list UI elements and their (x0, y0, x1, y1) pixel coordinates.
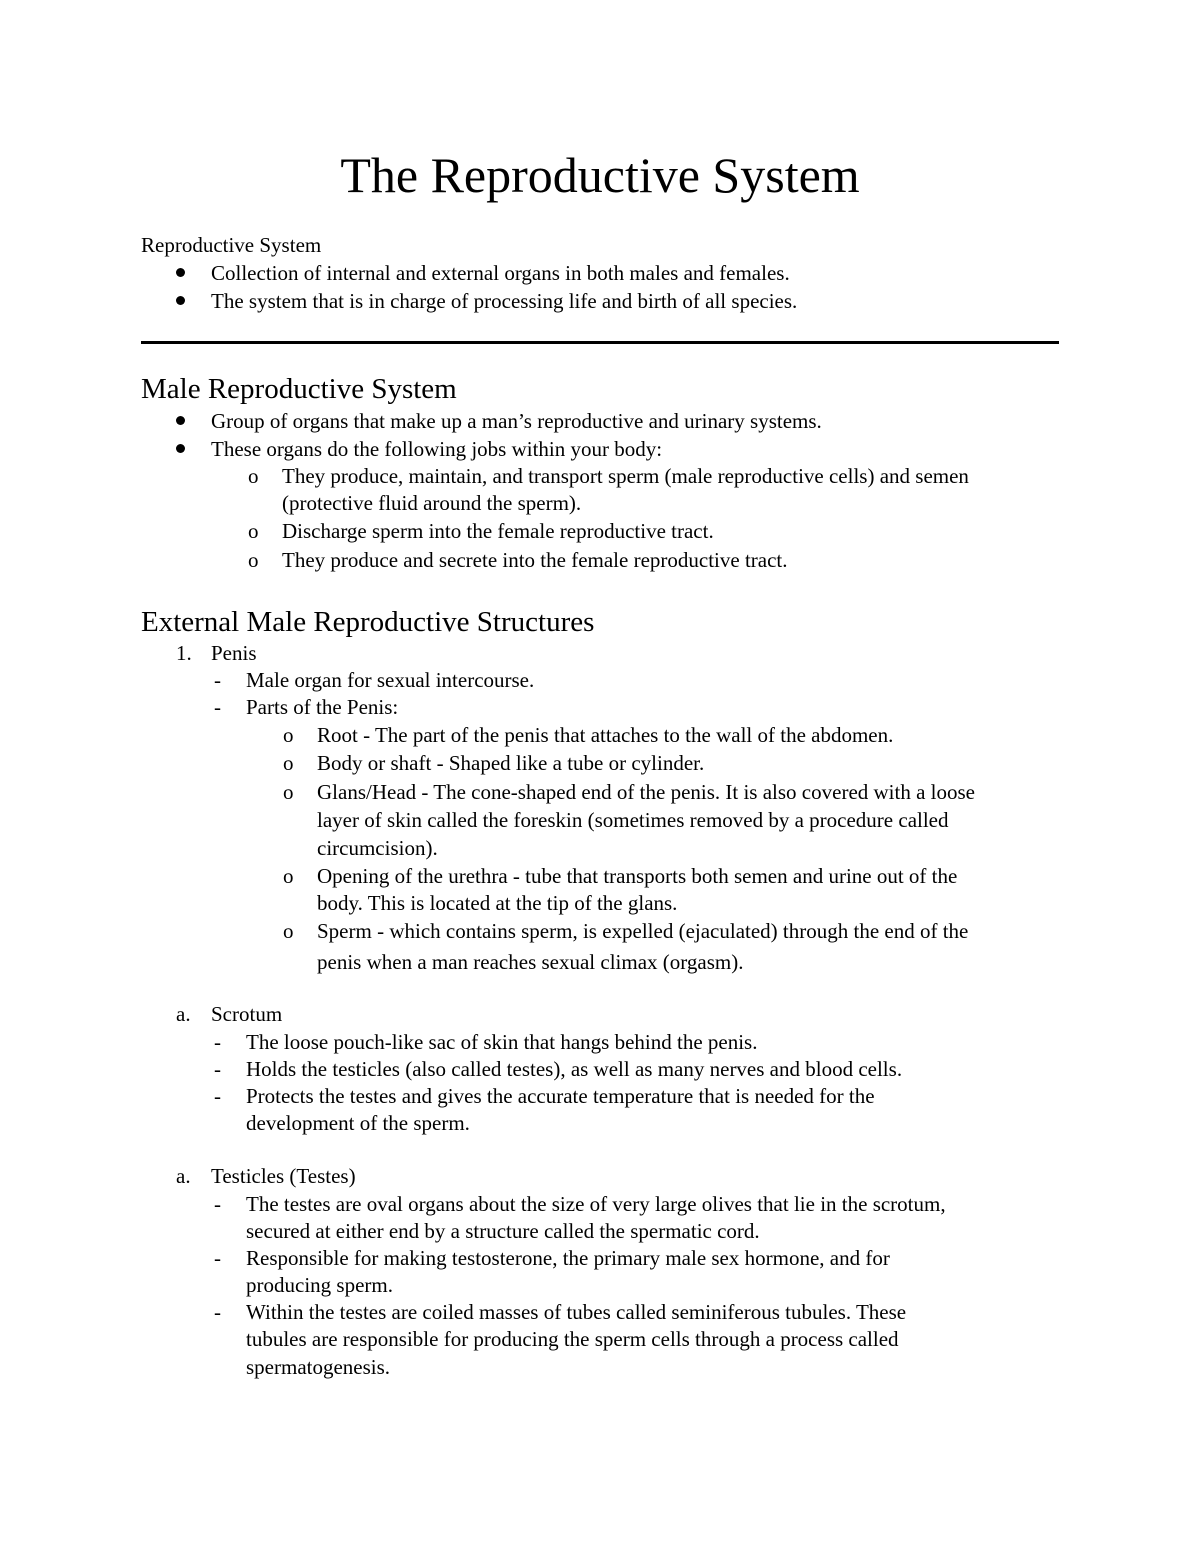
bullet-icon (176, 416, 185, 425)
dash-marker: - (214, 1192, 221, 1216)
testicles-item-2-line-2: producing sperm. (246, 1273, 393, 1297)
horizontal-divider (141, 341, 1059, 344)
page-title: The Reproductive System (340, 147, 860, 203)
sub-bullet-marker: o (283, 780, 294, 804)
dash-marker: - (214, 695, 221, 719)
dash-marker: - (214, 1057, 221, 1081)
dash-marker: - (214, 1084, 221, 1108)
penis-label: Penis (211, 641, 257, 665)
list-letter: a. (176, 1002, 191, 1026)
scrotum-item-1: The loose pouch-like sac of skin that hangs behind the penis. (246, 1030, 758, 1054)
scrotum-item-2: Holds the testicles (also called testes), as well as many nerves and blood cells. (246, 1057, 903, 1081)
sub-bullet-marker: o (283, 919, 294, 943)
sub-bullet-marker: o (248, 548, 259, 572)
bullet-icon (176, 444, 185, 453)
male-sub-1-line-2: (protective fluid around the sperm). (282, 491, 582, 515)
testicles-item-1-line-2: secured at either end by a structure called the spermatic cord. (246, 1219, 760, 1243)
penis-part-urethra-line-1: Opening of the urethra - tube that transports both semen and urine out of the (317, 864, 958, 888)
testicles-item-3-line-1: Within the testes are coiled masses of tubes called seminiferous tubules. These (246, 1300, 907, 1324)
male-sub-1-line-1: They produce, maintain, and transport sperm (male reproductive cells) and semen (282, 464, 969, 488)
male-bullet-2: These organs do the following jobs within your body: (211, 437, 663, 461)
penis-part-glans-line-2: layer of skin called the foreskin (sometimes removed by a procedure called (317, 808, 949, 832)
penis-part-root: Root - The part of the penis that attaches to the wall of the abdomen. (317, 723, 894, 747)
penis-part-sperm-line-1: Sperm - which contains sperm, is expelled (ejaculated) through the end of the (317, 919, 969, 943)
penis-item-2: Parts of the Penis: (246, 695, 399, 719)
sub-bullet-marker: o (283, 723, 294, 747)
testicles-label: Testicles (Testes) (211, 1164, 356, 1188)
intro-bullet-2: The system that is in charge of processing life and birth of all species. (211, 289, 798, 313)
scrotum-item-3-line-2: development of the sperm. (246, 1111, 470, 1135)
scrotum-label: Scrotum (211, 1002, 283, 1026)
dash-marker: - (214, 668, 221, 692)
sub-bullet-marker: o (283, 751, 294, 775)
intro-bullet-1: Collection of internal and external organs in both males and females. (211, 261, 790, 285)
dash-marker: - (214, 1246, 221, 1270)
penis-part-urethra-line-2: body. This is located at the tip of the glans. (317, 891, 678, 915)
penis-part-sperm-line-2: penis when a man reaches sexual climax (orgasm). (317, 950, 744, 974)
intro-label: Reproductive System (141, 233, 322, 257)
penis-part-glans-line-3: circumcision). (317, 836, 438, 860)
scrotum-item-3-line-1: Protects the testes and gives the accurate temperature that is needed for the (246, 1084, 875, 1108)
male-sub-2: Discharge sperm into the female reproductive tract. (282, 519, 714, 543)
bullet-icon (176, 268, 185, 277)
male-bullet-1: Group of organs that make up a man’s reproductive and urinary systems. (211, 409, 822, 433)
testicles-item-3-line-2: tubules are responsible for producing the sperm cells through a process called (246, 1327, 899, 1351)
testicles-item-3-line-3: spermatogenesis. (246, 1355, 391, 1379)
testicles-item-1-line-1: The testes are oval organs about the size of very large olives that lie in the scrotum, (246, 1192, 946, 1216)
testicles-item-2-line-1: Responsible for making testosterone, the primary male sex hormone, and for (246, 1246, 890, 1270)
male-sub-3: They produce and secrete into the female reproductive tract. (282, 548, 788, 572)
dash-marker: - (214, 1030, 221, 1054)
list-letter: a. (176, 1164, 191, 1188)
list-number: 1. (176, 641, 192, 665)
penis-part-body: Body or shaft - Shaped like a tube or cylinder. (317, 751, 705, 775)
sub-bullet-marker: o (248, 519, 259, 543)
external-heading: External Male Reproductive Structures (141, 606, 595, 638)
penis-item-1: Male organ for sexual intercourse. (246, 668, 535, 692)
sub-bullet-marker: o (248, 464, 259, 488)
male-heading: Male Reproductive System (141, 373, 457, 405)
dash-marker: - (214, 1300, 221, 1324)
sub-bullet-marker: o (283, 864, 294, 888)
bullet-icon (176, 296, 185, 305)
penis-part-glans-line-1: Glans/Head - The cone-shaped end of the penis. It is also covered with a loose (317, 780, 975, 804)
